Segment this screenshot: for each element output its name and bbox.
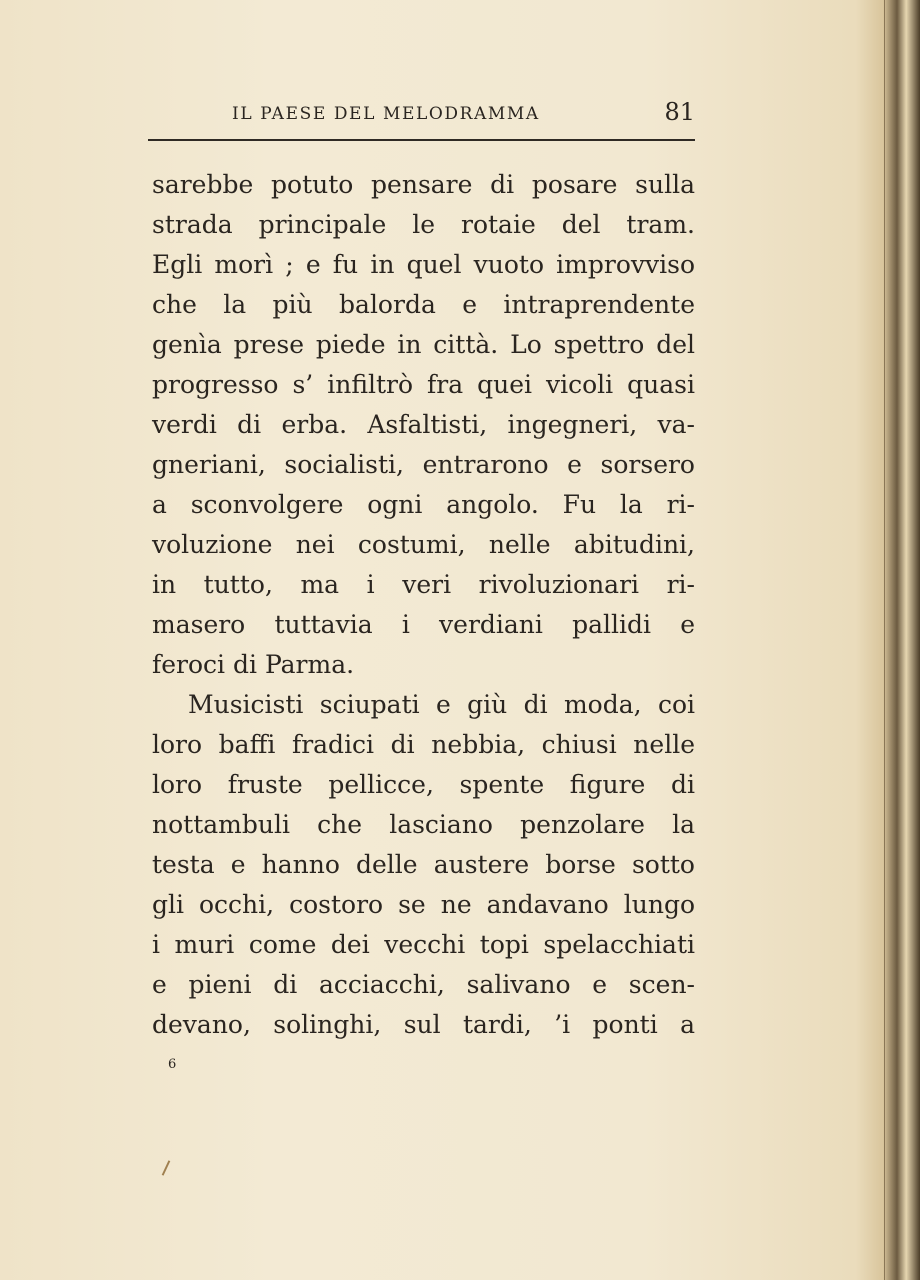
header-rule bbox=[148, 139, 695, 141]
text-line: strada principale le rotaie del tram. bbox=[152, 210, 695, 239]
text-line: testa e hanno delle austere borse sotto bbox=[152, 850, 695, 879]
text-line: Musicisti sciupati e giù di moda, coi bbox=[188, 690, 695, 719]
page-number: 81 bbox=[664, 98, 695, 126]
text-line: loro fruste pellicce, spente figure di bbox=[152, 770, 695, 799]
text-line: masero tuttavia i verdiani pallidi e bbox=[152, 610, 695, 639]
paragraph-1 bbox=[152, 165, 695, 685]
running-title: IL PAESE DEL MELODRAMMA bbox=[232, 104, 540, 124]
text-line: che la più balorda e intraprendente bbox=[152, 290, 695, 319]
text-line: Egli morì ; e fu in quel vuoto improvviso bbox=[152, 250, 695, 279]
running-header bbox=[148, 98, 695, 132]
text-line: nottambuli che lasciano penzolare la bbox=[152, 810, 695, 839]
text-line: in tutto, ma i veri rivoluzionari ri- bbox=[152, 570, 695, 599]
text-line: gneriani, socialisti, entrarono e sorsero bbox=[152, 450, 695, 479]
paragraph-2 bbox=[152, 685, 695, 1045]
text-line: loro baffi fradici di nebbia, chiusi nelle bbox=[152, 730, 695, 759]
text-line: verdi di erba. Asfaltisti, ingegneri, va- bbox=[152, 410, 695, 439]
body-text bbox=[152, 165, 695, 1045]
text-line: voluzione nei costumi, nelle abitudini, bbox=[152, 530, 695, 559]
signature-mark: 6 bbox=[168, 1057, 177, 1072]
text-line: e pieni di acciacchi, salivano e scen- bbox=[152, 970, 695, 999]
text-line: gli occhi, costoro se ne andavano lungo bbox=[152, 890, 695, 919]
text-line: genìa prese piede in città. Lo spettro del bbox=[152, 330, 695, 359]
text-line: devano, solinghi, sul tardi, ’i ponti a bbox=[152, 1010, 695, 1039]
pencil-mark bbox=[162, 1160, 171, 1175]
text-line: feroci di Parma. bbox=[152, 650, 355, 679]
text-line: sarebbe potuto pensare di posare sulla bbox=[152, 170, 695, 199]
text-line: progresso s’ infiltrò fra quei vicoli quasi bbox=[152, 370, 695, 399]
text-line: i muri come dei vecchi topi spelacchiati bbox=[152, 930, 695, 959]
page-edge bbox=[884, 0, 885, 1280]
text-line: a sconvolgere ogni angolo. Fu la ri- bbox=[152, 490, 695, 519]
